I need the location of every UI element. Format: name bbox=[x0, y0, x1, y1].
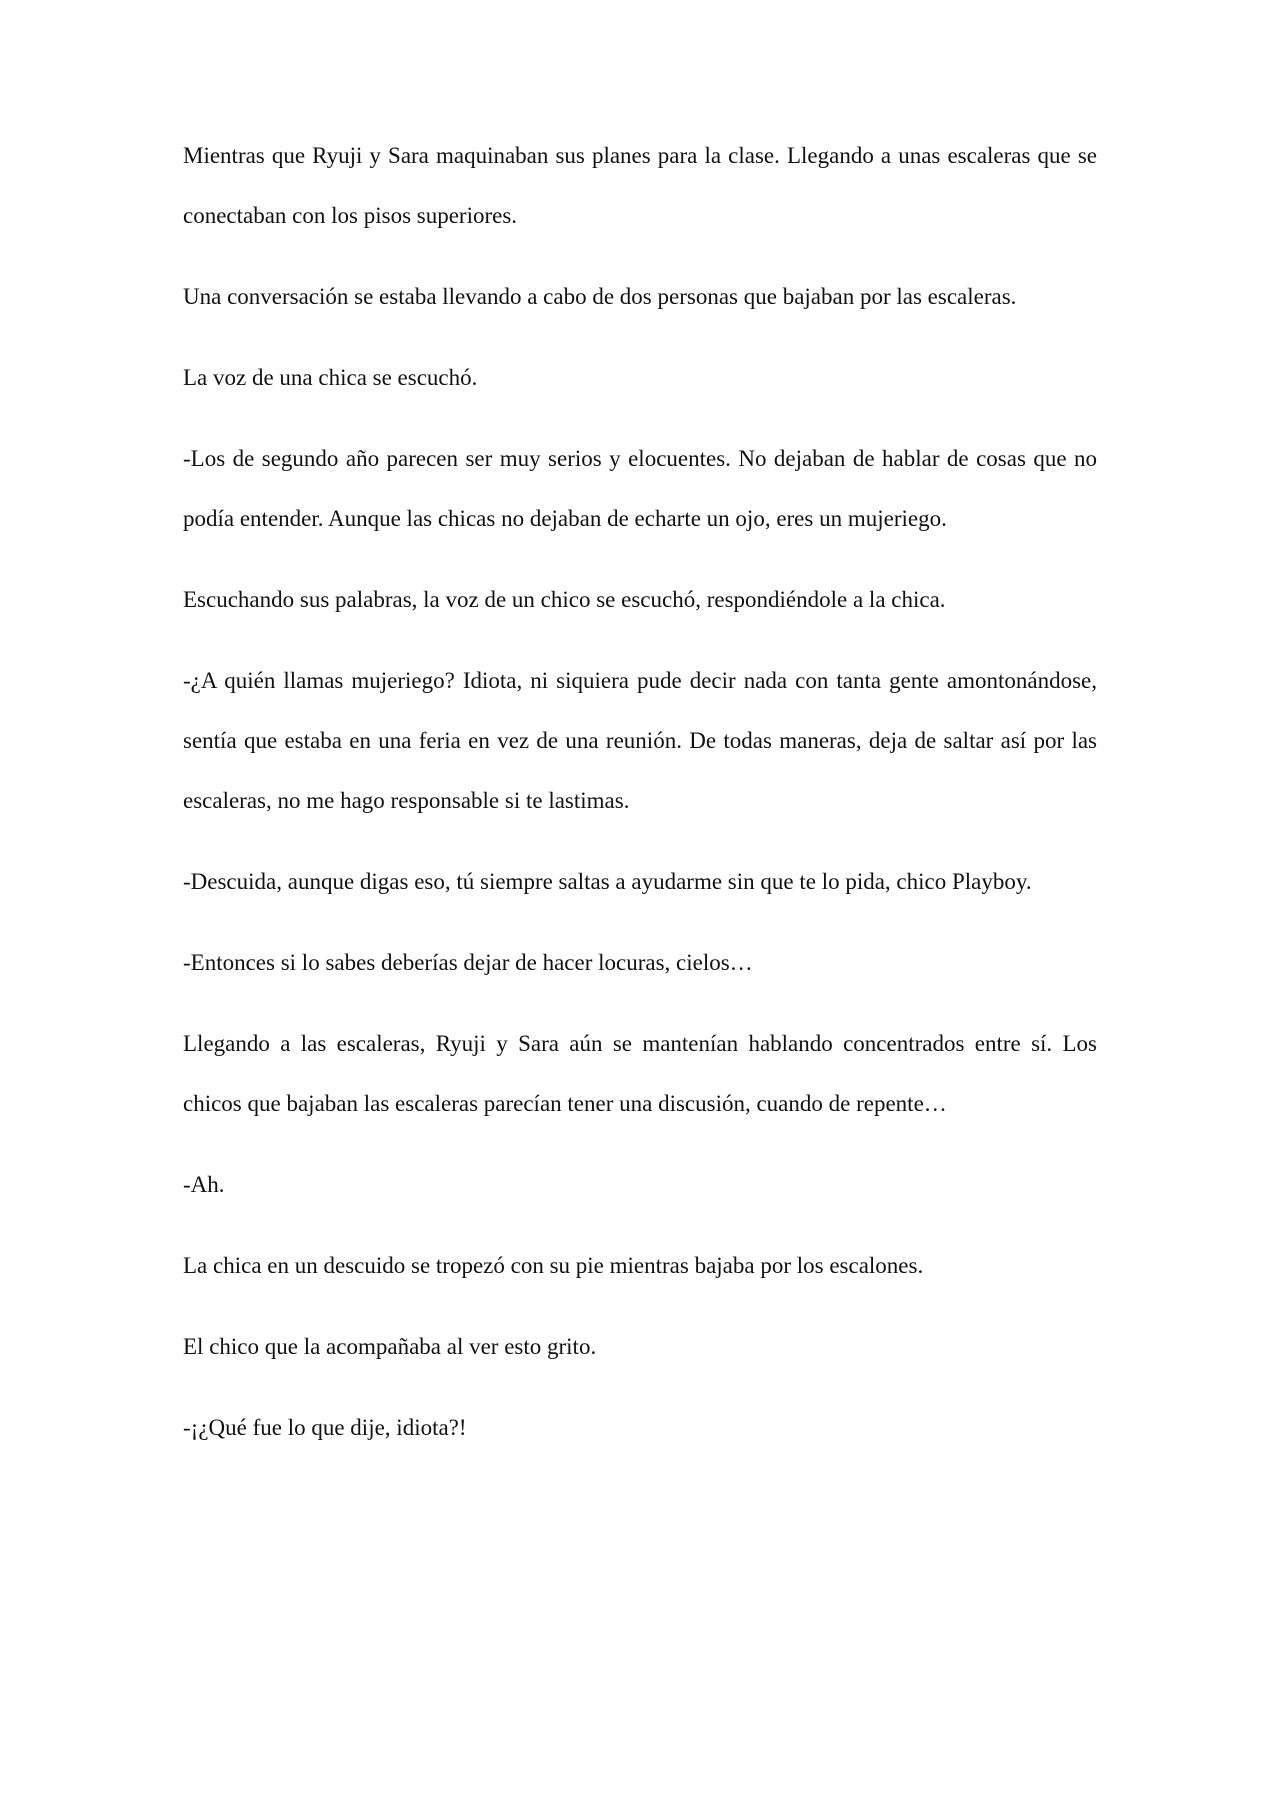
paragraph-5: Escuchando sus palabras, la voz de un chico se escuchó, respondiéndole a la chica. bbox=[183, 587, 946, 612]
paragraph-4: -Los de segundo año parecen ser muy serios y elocuentes. No dejaban de hablar de cosas que no podía entender. Aunque las chicas no dejaban de echarte un ojo, eres un mujeriego. bbox=[183, 446, 1097, 531]
paragraph-2: Una conversación se estaba llevando a cabo de dos personas que bajaban por las escaleras. bbox=[183, 284, 1017, 309]
paragraph-12: El chico que la acompañaba al ver esto grito. bbox=[183, 1334, 597, 1359]
paragraph-9: Llegando a las escaleras, Ryuji y Sara aún se mantenían hablando concentrados entre sí. Los chicos que bajaban las escaleras parecían tener una discusión, cuando de repente… bbox=[183, 1031, 1097, 1116]
paragraph-11: La chica en un descuido se tropezó con su pie mientras bajaba por los escalones. bbox=[183, 1253, 924, 1278]
paragraph-13: -¡¿Qué fue lo que dije, idiota?! bbox=[183, 1415, 467, 1440]
paragraph-3: La voz de una chica se escuchó. bbox=[183, 365, 478, 390]
paragraph-6: -¿A quién llamas mujeriego? Idiota, ni siquiera pude decir nada con tanta gente amontonándose, sentía que estaba en una feria en vez de una reunión. De todas maneras, deja de saltar así por las escaleras, no me hago responsable si te lastimas. bbox=[183, 668, 1097, 813]
paragraph-8: -Entonces si lo sabes deberías dejar de hacer locuras, cielos… bbox=[183, 950, 753, 975]
document-page bbox=[183, 144, 1097, 1479]
paragraph-1: Mientras que Ryuji y Sara maquinaban sus planes para la clase. Llegando a unas escaleras que se conectaban con los pisos superiores. bbox=[183, 143, 1097, 228]
paragraph-10: -Ah. bbox=[183, 1172, 225, 1197]
paragraph-7: -Descuida, aunque digas eso, tú siempre saltas a ayudarme sin que te lo pida, chico Playboy. bbox=[183, 869, 1032, 894]
